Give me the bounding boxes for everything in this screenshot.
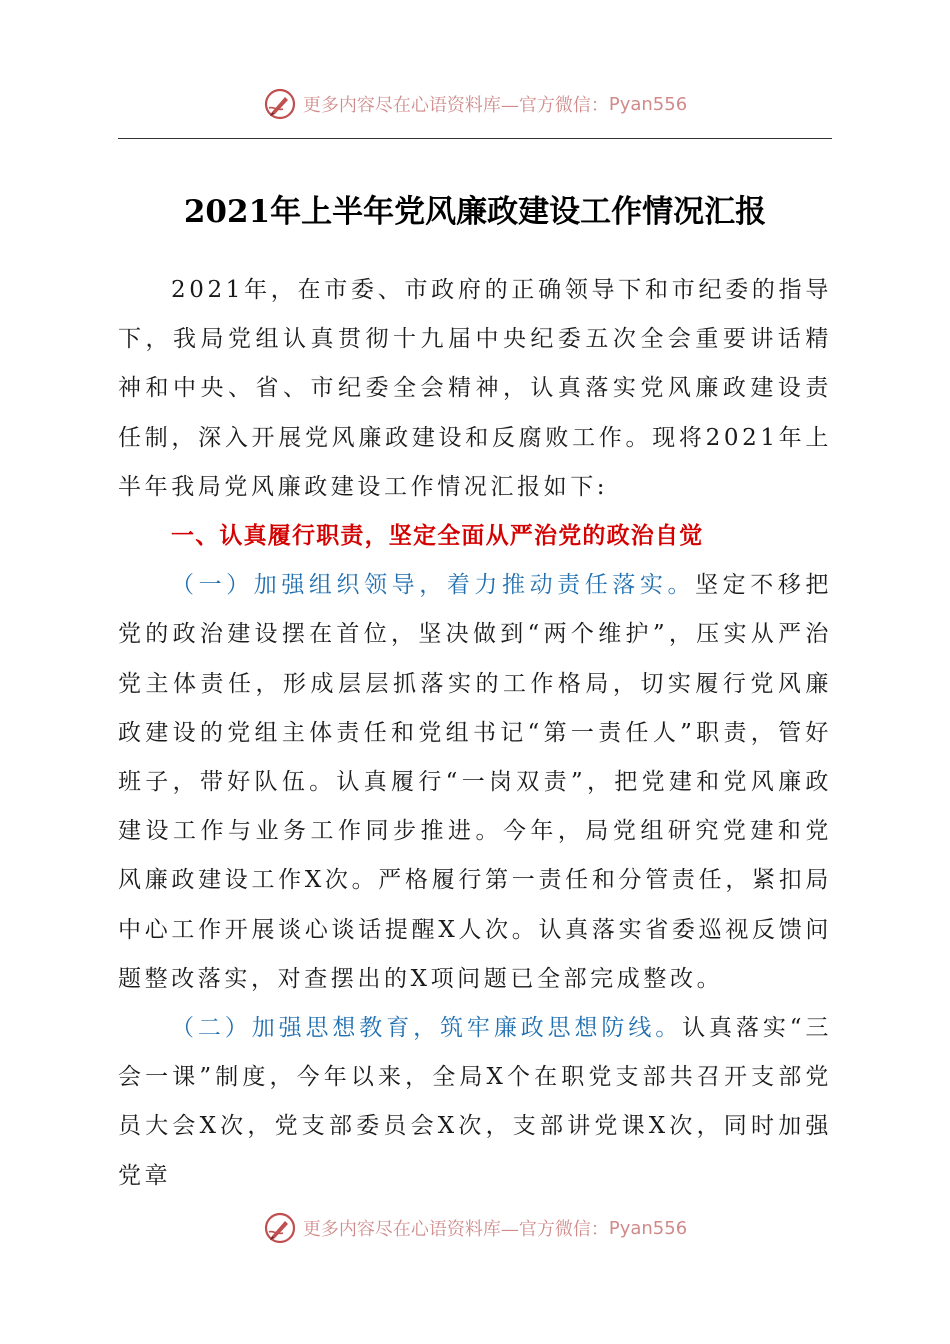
footer-banner <box>0 1208 950 1248</box>
subsection-1-body: 坚定不移把党的政治建设摆在首位，坚决做到“两个维护”，压实从严治党主体责任，形成层层抓落实的工作格局，切实履行党风廉政建设的党组主体责任和党组书记“第一责任人”职责，管好班子，带好队伍。认真履行“一岗双责”，把党建和党风廉政建设工作与业务工作同步推进。今年，局党组研究党建和党风廉政建设工作X次。严格履行第一责任和分管责任，紧扣局中心工作开展谈心谈话提醒X人次。认真落实省委巡视反馈问题整改落实，对查摆出的X项问题已全部完成整改。 <box>118 572 833 992</box>
banner-text: 更多内容尽在心语资料库—官方微信： <box>302 95 609 116</box>
pen-logo-icon <box>263 1211 297 1245</box>
document-title: 2021年上半年党风廉政建设工作情况汇报 <box>183 194 767 230</box>
subsection-2-body: 认真落实“三会一课”制度，今年以来，全局X个在职党支部共召开支部党员大会X次，党支部委员会X次，支部讲党课X次，同时加强党章 <box>118 1015 833 1189</box>
intro-paragraph: 2021年，在市委、市政府的正确领导下和市纪委的指导下，我局党组认真贯彻十九届中央纪委五次全会重要讲话精神和中央、省、市纪委全会精神，认真落实党风廉政建设责任制，深入开展党风廉政建设和反腐败工作。现将2021年上半年我局党风廉政建设工作情况汇报如下: <box>118 277 832 500</box>
document-body <box>118 266 832 1201</box>
banner-wechat-handle: Pyan556 <box>608 1217 688 1239</box>
header-banner <box>0 84 950 124</box>
subsection-2-paragraph <box>118 1004 832 1201</box>
banner-wechat-handle: Pyan556 <box>608 93 688 115</box>
pen-logo-icon <box>263 87 297 121</box>
header-divider <box>118 138 832 139</box>
subsection-heading-1: （一）加强组织领导，着力推动责任落实。 <box>171 572 696 599</box>
section-heading-1: 一、认真履行职责，坚定全面从严治党的政治自觉 <box>171 523 704 550</box>
subsection-heading-2: （二）加强思想教育，筑牢廉政思想防线。 <box>171 1015 683 1042</box>
banner-text: 更多内容尽在心语资料库—官方微信： <box>302 1219 609 1240</box>
subsection-1-paragraph <box>118 561 832 1004</box>
